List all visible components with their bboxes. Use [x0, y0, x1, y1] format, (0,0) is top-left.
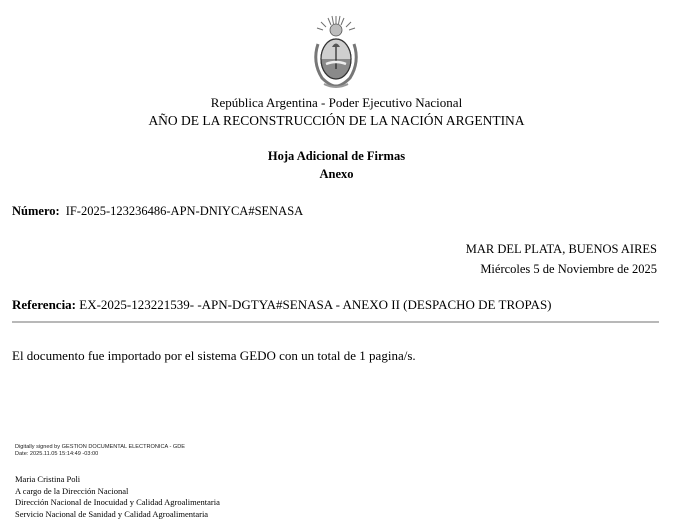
document-reference: [12, 296, 552, 313]
document-number-value: IF-2025-123236486-APN-DNIYCA#SENASA: [65, 204, 304, 218]
document-body: El documento fue importado por el sistema GEDO con un total de 1 pagina/s.: [12, 348, 416, 363]
signer-role: A cargo de la Dirección Nacional: [15, 485, 129, 496]
signer-name: Maria Cristina Poli: [15, 474, 81, 484]
document-reference-label: Referencia:: [12, 297, 77, 312]
digital-signature-date: Date: 2025.11.05 15:14:49 -03:00: [15, 451, 99, 457]
document-number-label: Número:: [12, 204, 60, 218]
document-number: [12, 203, 303, 220]
document-title: Hoja Adicional de Firmas: [267, 149, 406, 163]
digital-signature-signer: Digitally signed by GESTION DOCUMENTAL ELECTRONICA - GDE: [15, 444, 186, 450]
header-year-motto: AÑO DE LA RECONSTRUCCIÓN DE LA NACIÓN ARGENTINA: [148, 113, 525, 128]
signer-agency: Servicio Nacional de Sanidad y Calidad Agroalimentaria: [15, 508, 209, 519]
document-date: Miércoles 5 de Noviembre de 2025: [480, 262, 657, 276]
signer-block: [15, 474, 220, 520]
document-reference-value: EX-2025-123221539- -APN-DGTYA#SENASA - ANEXO II (DESPACHO DE TROPAS): [79, 297, 552, 312]
separator-line: [12, 321, 659, 323]
digital-signature-stamp: [15, 444, 185, 458]
document-subtitle: Anexo: [319, 167, 354, 181]
argentina-coat-of-arms-icon: [308, 14, 364, 90]
signer-office: Dirección Nacional de Inocuidad y Calidad Agroalimentaria: [15, 497, 220, 507]
document-place: MAR DEL PLATA, BUENOS AIRES: [465, 242, 657, 256]
header-government-line: República Argentina - Poder Ejecutivo Nacional: [210, 95, 463, 110]
